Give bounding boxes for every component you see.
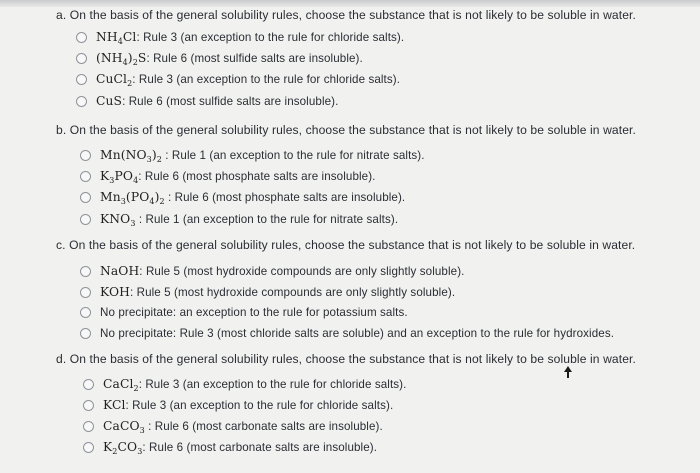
formula-segment: KOH	[100, 285, 130, 299]
radio-button-icon[interactable]	[80, 307, 91, 318]
option-text: : Rule 1 (an exception to the rule for nitrate salts).	[161, 148, 425, 162]
chemical-formula	[103, 440, 142, 454]
chemical-formula	[100, 190, 165, 204]
radio-button-icon[interactable]	[80, 328, 91, 339]
option-text: : Rule 5 (most hydroxide compounds are only slightly soluble).	[129, 285, 456, 299]
option-text: : Rule 5 (most hydroxide compounds are only slightly soluble).	[139, 264, 465, 278]
answer-option-1-1[interactable]	[80, 169, 376, 183]
answer-option-2-1[interactable]	[80, 285, 455, 299]
formula-segment: Mn(NO	[100, 148, 147, 162]
formula-subscript: 2	[156, 155, 162, 164]
formula-segment: CaCl	[103, 377, 134, 391]
answer-option-2-2[interactable]	[80, 306, 408, 319]
formula-segment: CuS	[96, 94, 123, 108]
option-text: : Rule 6 (most phosphate salts are insoluble).	[138, 169, 376, 183]
answer-option-0-3[interactable]	[76, 94, 338, 108]
radio-button-icon[interactable]	[80, 192, 91, 203]
formula-subscript: 3	[120, 197, 126, 206]
answer-option-0-1[interactable]	[76, 51, 363, 65]
chemical-formula	[100, 148, 162, 162]
option-text: : Rule 3 (an exception to the rule for chloride salts).	[125, 398, 394, 412]
formula-subscript: 3	[139, 426, 145, 435]
formula-segment: KNO	[100, 212, 131, 226]
formula-segment: Mn	[100, 190, 121, 204]
formula-segment: K	[103, 440, 113, 454]
radio-button-icon[interactable]	[76, 53, 87, 64]
option-text: : Rule 6 (most phosphate salts are insoluble).	[164, 190, 406, 204]
formula-segment: (PO	[125, 190, 150, 204]
radio-button-icon[interactable]	[83, 400, 94, 411]
option-text: : Rule 6 (most sulfide salts are insoluble).	[146, 51, 363, 65]
chemical-formula	[96, 30, 136, 44]
formula-subscript: 2	[112, 447, 118, 456]
question-prompt-0: a. On the basis of the general solubility rules, choose the substance that is not likely to be soluble in water.	[56, 8, 636, 22]
chemical-formula	[103, 419, 145, 433]
option-text: : Rule 1 (an exception to the rule for nitrate salts).	[135, 212, 399, 226]
answer-option-0-0[interactable]	[76, 30, 404, 44]
answer-option-0-2[interactable]	[76, 72, 400, 86]
answer-option-2-0[interactable]	[80, 264, 464, 278]
formula-segment: )	[151, 148, 157, 162]
formula-subscript: 2	[127, 79, 133, 88]
chemical-formula	[96, 51, 146, 65]
formula-subscript: 3	[137, 447, 143, 456]
formula-subscript: 3	[130, 219, 136, 228]
formula-segment: NH	[96, 30, 118, 44]
option-text: : Rule 3 (an exception to the rule for chloride salts).	[138, 377, 407, 391]
formula-subscript: 3	[109, 176, 115, 185]
answer-option-3-0[interactable]	[83, 377, 406, 391]
radio-button-icon[interactable]	[76, 32, 87, 43]
formula-segment: S	[137, 51, 147, 65]
option-text: : Rule 6 (most sulfide salts are insoluble).	[122, 94, 339, 108]
answer-option-3-2[interactable]	[83, 419, 383, 433]
answer-option-1-3[interactable]	[80, 212, 398, 226]
radio-button-icon[interactable]	[80, 266, 91, 277]
formula-subscript: 2	[132, 58, 138, 67]
top-edge-bar	[0, 0, 700, 7]
formula-subscript: 4	[117, 37, 123, 46]
mouse-cursor-icon	[563, 366, 573, 378]
option-text: No precipitate: Rule 3 (most chloride salts are soluble) and an exception to the rule for hydroxides.	[100, 327, 615, 340]
formula-segment: )	[127, 51, 133, 65]
question-prompt-2: c. On the basis of the general solubility rules, choose the substance that is not likely to be soluble in water.	[56, 238, 636, 252]
radio-button-icon[interactable]	[80, 171, 91, 182]
radio-button-icon[interactable]	[80, 214, 91, 225]
option-text: No precipitate: an exception to the rule for potassium salts.	[100, 306, 408, 319]
formula-segment: CaCO	[103, 419, 140, 433]
formula-segment: KCl	[103, 398, 126, 412]
formula-subscript: 4	[149, 197, 155, 206]
question-prompt-3: d. On the basis of the general solubility rules, choose the substance that is not likely to be soluble in water.	[56, 352, 636, 366]
chemical-formula	[96, 72, 132, 86]
chemical-formula	[100, 285, 130, 299]
chemical-formula	[103, 377, 139, 391]
formula-segment: K	[100, 169, 110, 183]
radio-button-icon[interactable]	[83, 379, 94, 390]
formula-subscript: 2	[133, 384, 139, 393]
answer-option-1-0[interactable]	[80, 148, 425, 162]
chemical-formula	[100, 212, 136, 226]
formula-segment: PO	[114, 169, 134, 183]
answer-option-2-3[interactable]	[80, 327, 614, 340]
question-prompt-1: b. On the basis of the general solubility rules, choose the substance that is not likely to be soluble in water.	[56, 123, 636, 137]
formula-segment: (NH	[96, 51, 123, 65]
option-text: : Rule 6 (most carbonate salts are insoluble).	[144, 419, 383, 433]
radio-button-icon[interactable]	[83, 421, 94, 432]
formula-subscript: 2	[159, 197, 165, 206]
chemical-formula	[100, 169, 138, 183]
chemical-formula	[103, 398, 126, 412]
radio-button-icon[interactable]	[83, 442, 94, 453]
formula-segment: CO	[117, 440, 138, 454]
formula-subscript: 4	[122, 58, 128, 67]
answer-option-1-2[interactable]	[80, 190, 405, 204]
formula-segment: )	[154, 190, 160, 204]
option-text: : Rule 3 (an exception to the rule for chloride salts).	[132, 72, 401, 86]
answer-option-3-1[interactable]	[83, 398, 393, 412]
formula-segment: NaOH	[100, 264, 140, 278]
chemical-formula	[96, 94, 122, 108]
formula-subscript: 4	[133, 176, 139, 185]
option-text: : Rule 6 (most carbonate salts are insoluble).	[142, 440, 378, 454]
formula-segment: Cl	[122, 30, 137, 44]
chemical-formula	[100, 264, 139, 278]
formula-segment: CuCl	[96, 72, 128, 86]
formula-subscript: 3	[146, 155, 152, 164]
radio-button-icon[interactable]	[80, 150, 91, 161]
answer-option-3-3[interactable]	[83, 440, 377, 454]
radio-button-icon[interactable]	[80, 287, 91, 298]
radio-button-icon[interactable]	[76, 74, 87, 85]
option-text: : Rule 3 (an exception to the rule for chloride salts).	[136, 30, 405, 44]
radio-button-icon[interactable]	[76, 96, 87, 107]
